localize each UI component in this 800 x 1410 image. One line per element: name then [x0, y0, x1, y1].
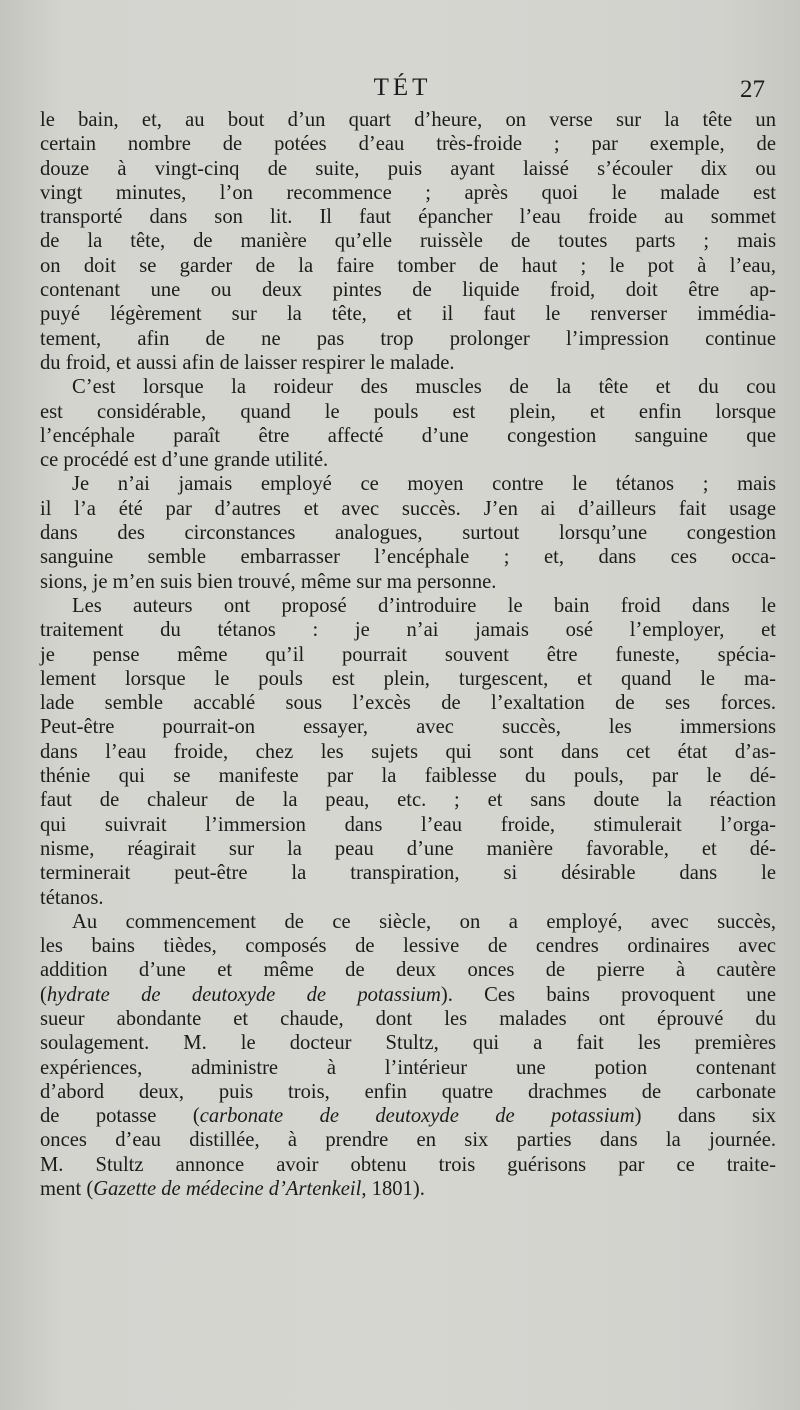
text-line: puyé légèrement sur la tête, et il faut le renverser immédia-	[40, 303, 776, 326]
italic-reference: hydrate de deutoxyde de potassium	[46, 983, 441, 1006]
text-segment: de potasse (	[40, 1105, 200, 1128]
text-line	[40, 983, 776, 1007]
text-line: Les auteurs ont proposé d’introduire le bain froid dans le	[72, 594, 776, 617]
text-line: du froid, et aussi afin de laisser respirer le malade.	[40, 351, 455, 374]
text-line: qui suivrait l’immersion dans l’eau froide, stimulerait l’orga-	[40, 813, 776, 836]
text-line: d’abord deux, puis trois, enfin quatre drachmes de carbonate	[40, 1080, 776, 1103]
text-line: tétanos.	[40, 886, 104, 909]
text-line: M. Stultz annonce avoir obtenu trois guérisons par ce traite-	[40, 1153, 776, 1176]
text-segment: (	[40, 983, 47, 1006]
text-line: lade semble accablé sous l’excès de l’exaltation de ses forces.	[40, 692, 776, 715]
text-line: traitement du tétanos : je n’ai jamais osé l’employer, et	[40, 619, 776, 642]
text-line: terminerait peut-être la transpiration, si désirable dans le	[40, 862, 776, 885]
text-line: douze à vingt-cinq de suite, puis ayant laissé s’écouler dix ou	[40, 157, 776, 180]
italic-reference: carbonate de deutoxyde de potassium	[199, 1105, 635, 1128]
running-head: TÉT	[373, 74, 432, 101]
body-text	[40, 108, 776, 1201]
text-line: ce procédé est d’une grande utilité.	[40, 449, 329, 472]
text-line: de la tête, de manière qu’elle ruissèle de toutes parts ; mais	[40, 230, 776, 253]
text-line: soulagement. M. le docteur Stultz, qui a fait les premières	[40, 1032, 776, 1055]
text-segment: , 1801).	[361, 1178, 425, 1201]
text-line: certain nombre de potées d’eau très-froide ; par exemple, de	[40, 133, 776, 156]
text-line: sueur abondante et chaude, dont les malades ont éprouvé du	[40, 1007, 776, 1030]
text-line: faut de chaleur de la peau, etc. ; et sans doute la réaction	[40, 789, 776, 812]
text-line: contenant une ou deux pintes de liquide froid, doit être ap-	[40, 279, 776, 302]
text-line: Au commencement de ce siècle, on a employé, avec succès,	[72, 910, 776, 933]
text-line: on doit se garder de la faire tomber de haut ; le pot à l’eau,	[40, 254, 776, 277]
text-line: C’est lorsque la roideur des muscles de la tête et du cou	[72, 376, 776, 399]
text-line: Je n’ai jamais employé ce moyen contre le tétanos ; mais	[72, 473, 776, 496]
text-line: tement, afin de ne pas trop prolonger l’impression continue	[40, 327, 776, 350]
text-line: il l’a été par d’autres et avec succès. J’en ai d’ailleurs fait usage	[40, 497, 776, 520]
text-line: sions, je m’en suis bien trouvé, même sur ma personne.	[40, 570, 497, 593]
text-segment: ment (	[40, 1178, 94, 1201]
italic-reference: Gazette de médecine d’Artenkeil	[93, 1178, 362, 1201]
text-line: dans des circonstances analogues, surtout lorsqu’une congestion	[40, 522, 776, 545]
text-line: expériences, administre à l’intérieur une potion contenant	[40, 1056, 776, 1079]
text-line: onces d’eau distillée, à prendre en six parties dans la journée.	[40, 1129, 776, 1152]
text-line: je pense même qu’il pourrait souvent être funeste, spécia-	[40, 643, 776, 666]
text-line: l’encéphale paraît être affecté d’une congestion sanguine que	[40, 424, 776, 447]
text-line: transporté dans son lit. Il faut épancher l’eau froide au sommet	[40, 206, 776, 229]
page-number: 27	[740, 76, 765, 103]
text-line: Peut-être pourrait-on essayer, avec succès, les immersions	[40, 716, 776, 739]
text-line: le bain, et, au bout d’un quart d’heure, on verse sur la tête un	[40, 109, 776, 131]
text-line: lement lorsque le pouls est plein, turgescent, et quand le ma-	[40, 667, 776, 690]
text-line: sanguine semble embarrasser l’encéphale ; et, dans ces occa-	[40, 546, 776, 569]
text-line: les bains tièdes, composés de lessive de cendres ordinaires avec	[40, 935, 776, 958]
text-line: thénie qui se manifeste par la faiblesse du pouls, par le dé-	[40, 765, 776, 788]
text-line: est considérable, quand le pouls est plein, et enfin lorsque	[40, 400, 776, 423]
text-segment: ) dans six	[634, 1105, 776, 1128]
page-header	[40, 74, 765, 104]
text-line	[40, 1177, 776, 1201]
text-segment: ). Ces bains provoquent une	[440, 983, 776, 1006]
text-line: nisme, réagirait sur la peau d’une manière favorable, et dé-	[40, 837, 776, 860]
text-line: vingt minutes, l’on recommence ; après quoi le malade est	[40, 181, 776, 204]
text-line	[40, 1104, 776, 1128]
text-line: addition d’une et même de deux onces de pierre à cautère	[40, 959, 776, 982]
text-line: dans l’eau froide, chez les sujets qui sont dans cet état d’as-	[40, 740, 776, 763]
